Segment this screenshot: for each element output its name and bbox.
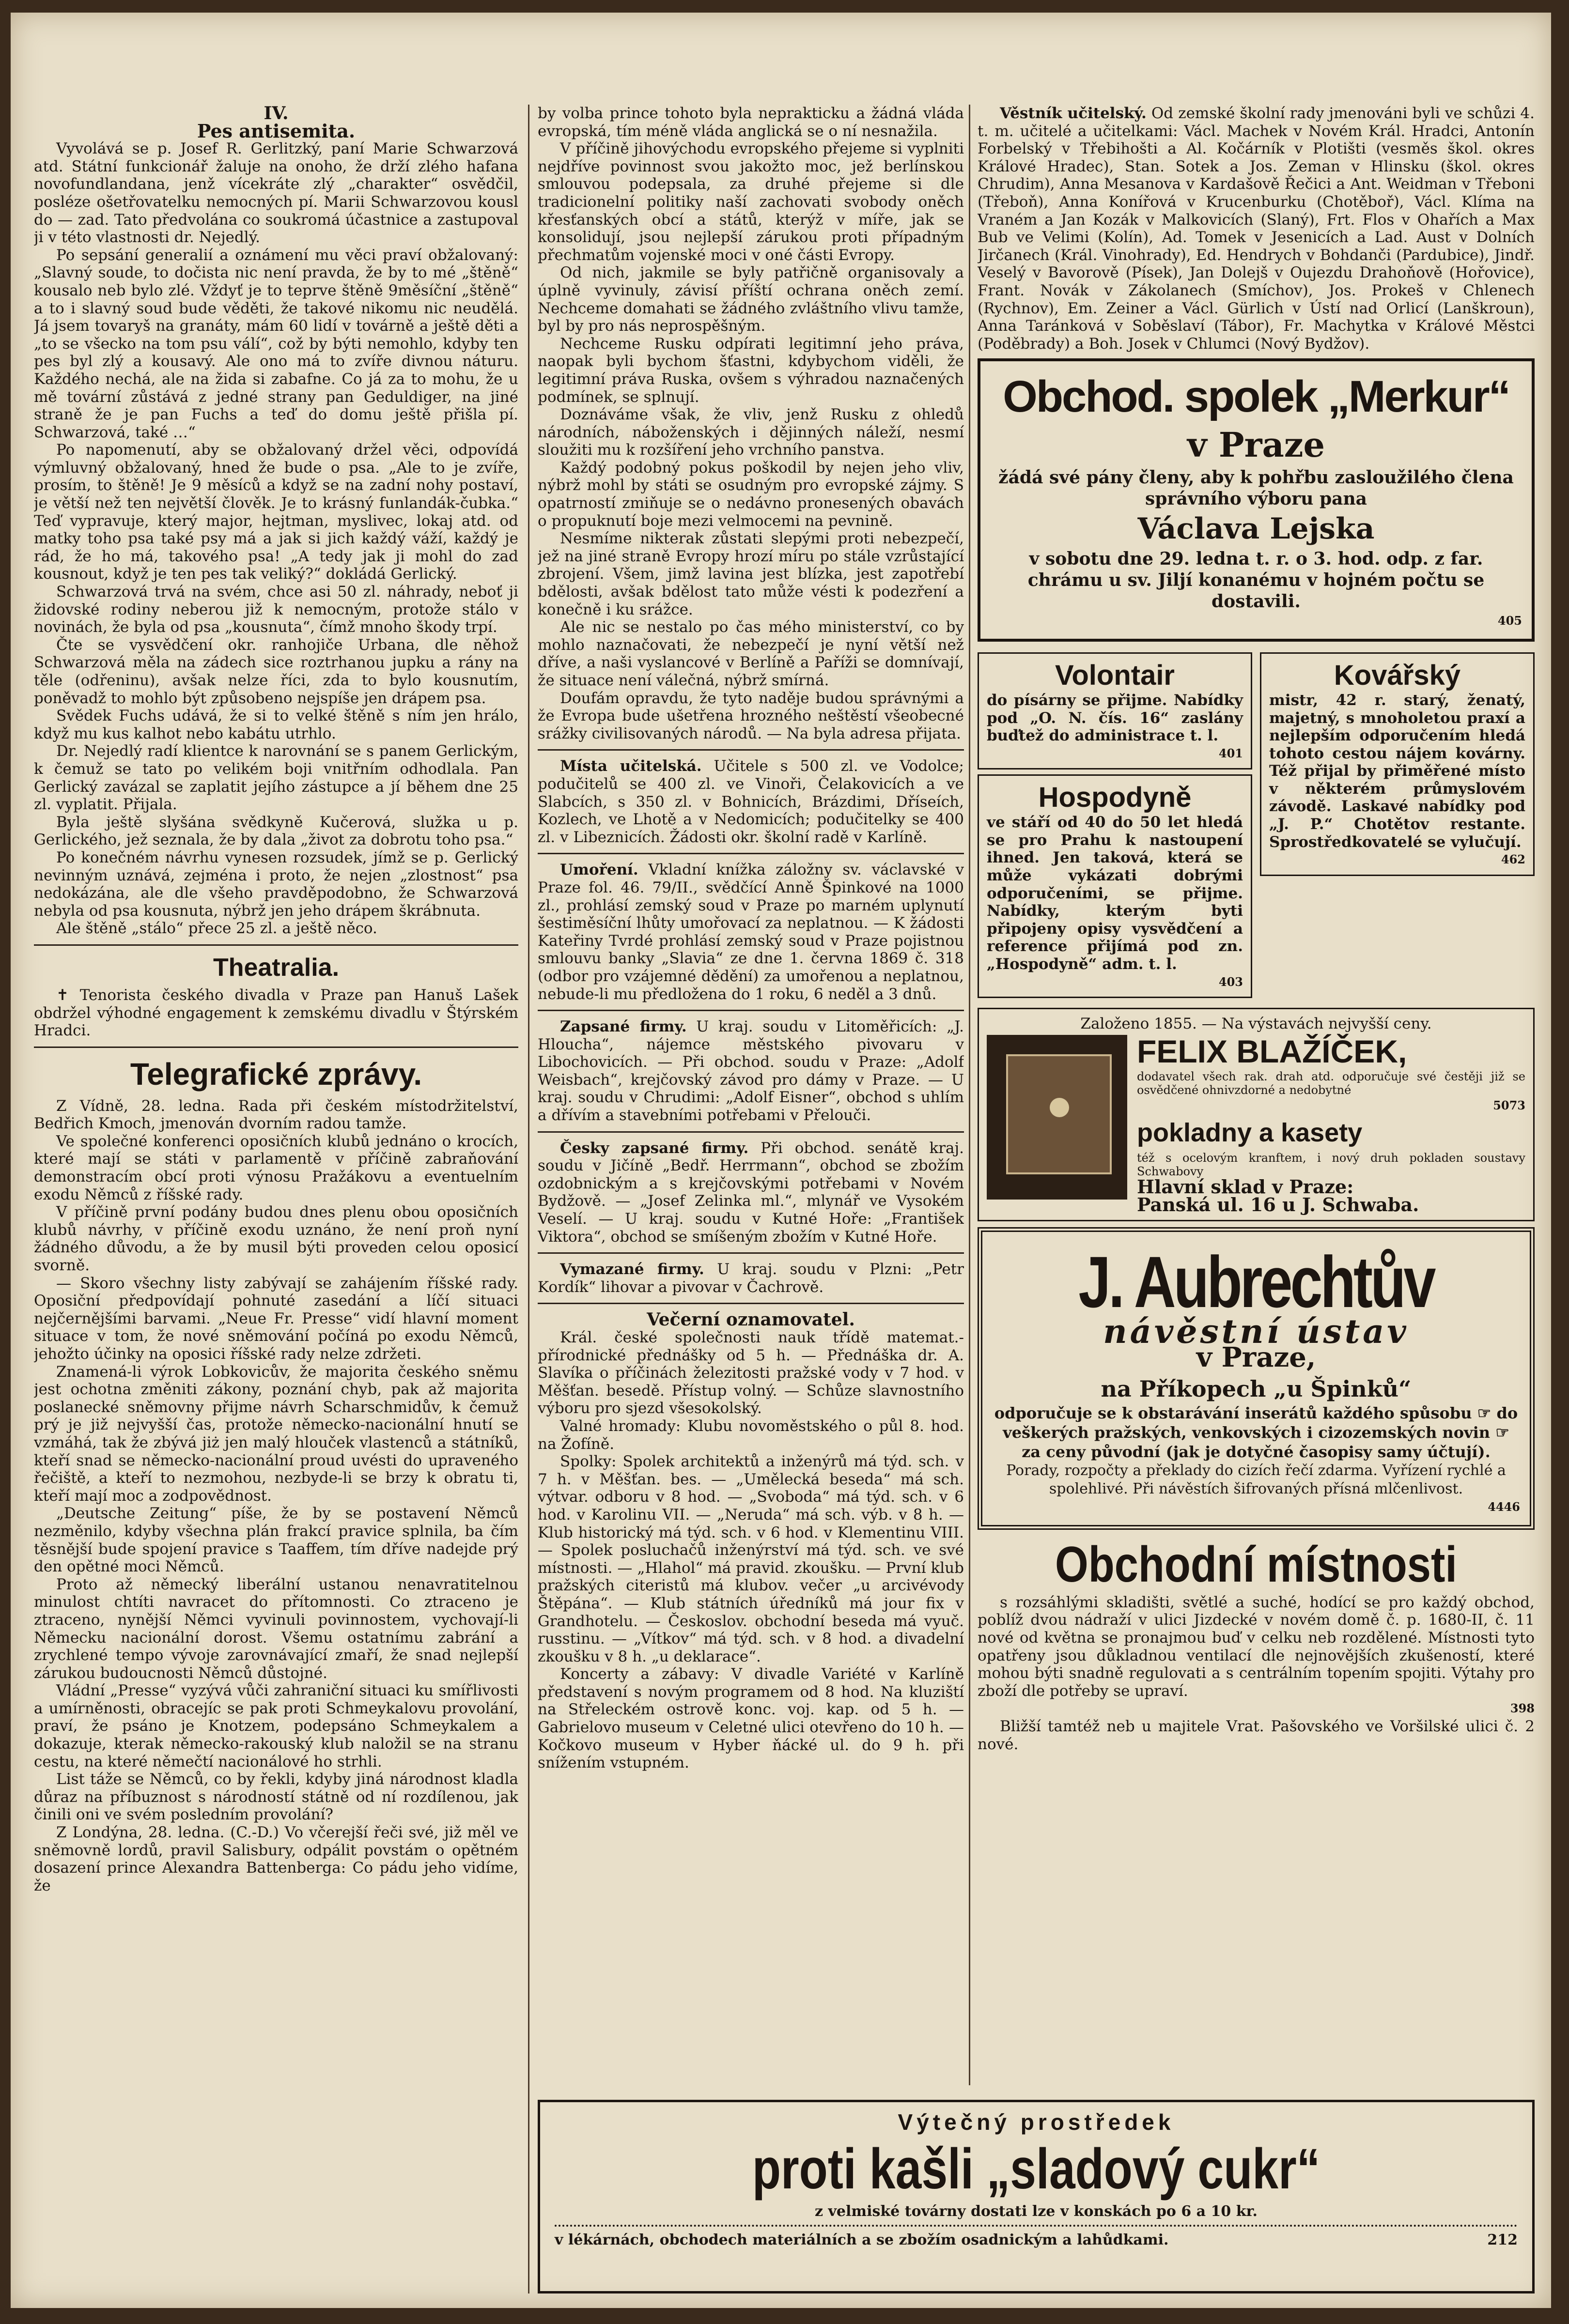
notice-heading: Česky zapsané firmy. bbox=[560, 1139, 749, 1157]
column-rule bbox=[969, 105, 970, 2085]
theatre-text: ✝ Tenorista českého divadla v Praze pan Hanuš Lašek obdržel výhodné engagement k zemskému divadlu v Štýrském Hradci. bbox=[34, 986, 518, 1040]
divider bbox=[34, 1047, 518, 1048]
telegraph-paragraph: Z Vídně, 28. ledna. Rada při českém místodržitelství, Bedřich Kmoch, jmenován dvorním radou tamže. bbox=[34, 1097, 518, 1133]
telegraph-paragraph: — Skoro všechny listy zabývají se zahájením říšské rady. Oposiční předpovídají pohnuté zasedání a líčí situaci nejčernějšími barvami. „Neue Fr. Presse“ vidí hlavní moment situace v tom, že nové sněmování počíná po exodu Němců, jehožto účinky na oposici říšské rady nelze zdržeti. bbox=[34, 1274, 518, 1363]
article-paragraph: Doznáváme však, že vliv, jenž Rusku z ohledů národních, náboženských i dějinných náleží, nesmí sloužiti mu k rozšíření jeho vrchního panstva. bbox=[538, 406, 964, 459]
article-paragraph: Po konečném návrhu vynesen rozsudek, jímž se p. Gerlický nevinným uznává, zejména i proto, že nejen „zlostnost“ psa nedokázána, ale dle všeho pravděpodobno, že Schwarzová nebyla od psa kousnuta, nýbrž jen jeho drápem škrábnuta. bbox=[34, 848, 518, 920]
notice-text: Od zemské školní rady jmenováni byli ve schůzi 4. t. m. učitelé a učitelkami: Václ. Machek v Novém Král. Hradci, Antonín Forbelský v Třebihošti a Al. Kočárník v Plotišti (vesměs škol. okres Králové Hradec), Stan. Sotek a Jos. Zeman v Hlinsku (škol. okres Chrudim), Anna Mesanova v Kardašově Řečici a Ant. Weidman v Třeboni (Třeboň), Anna Konířová v Krucenburku (Chotěboř), Václ. Klíma na Vraném a Jan Kozák v Malkovicích (Slaný), Frt. Flos v Ohařích a Max Bub ve Velimi (Kolín), Ad. Tomek v Jesenicích a Lad. Aust v Dolních Jirčanech (Král. Vinohrady), Ed. Hendrych v Bohdanči (Pardubice), Jindř. Veselý v Bavorově (Písek), Jan Dolejš v Oujezdu Drahoňově (Hořovice), Frant. Novák v Zákolanech (Smíchov), Jos. Prokeš v Chlenech (Rychnov), Em. Zeiner a Václ. Gürlich v Ústí nad Orlicí (Lanškroun), Anna Taránková v Soběslaví (Tábor), Fr. Machytka v Králové Městci (Poděbrady) a Boh. Josek v Chlumci (Nový Bydžov). bbox=[978, 105, 1535, 353]
volontair-ad bbox=[978, 652, 1252, 770]
column-3 bbox=[978, 105, 1535, 2085]
telegraph-paragraph: Z Londýna, 28. ledna. (C.-D.) Vo včerejší řeči své, již měl ve sněmovně lordů, pravil Salisbury, odpálit povstám o opětném dosazení prince Alexandra Battenberga: Co pádu jeho vidíme, že bbox=[34, 1824, 518, 1894]
article-paragraph: Každý podobný pokus poškodil by nejen jeho vliv, nýbrž mohl by státi se osudným pro evropské zájmy. S opatrností zmiňuje se o nedávno pronesených obavách o propuknutí boje mezi velmocemi na pevnině. bbox=[538, 459, 964, 530]
article-paragraph: Dr. Nejedlý radí klientce k narovnání se s panem Gerlickým, k čemuž se tato po velikém boji vnitřním odhodlala. Pan Gerlický zavázal se zaplatit jejího zástupce a jí během dne 25 zl. vyplatit. Přijala. bbox=[34, 742, 518, 814]
article-paragraph: Od nich, jakmile se byly patřičně organisovaly a úplně vyvinuly, závisí příští ochrana oněch zemí. Nechceme domahati se žádného zvláštního vlivu tamže, byl by pro nás neprospěšným. bbox=[538, 264, 964, 335]
felix-line2: též s ocelovým kranftem, i nový druh pokladen soustavy Schwabovy bbox=[1137, 1151, 1525, 1179]
notice-text: Při obchod. senátě kraj. soudu v Jičíně „Bedř. Herrmann“, obchod se zbožím ozdobnickým a s krejčovskými potřebami v Novém Bydžově. — „Josef Zelinka ml.“, mlynář ve Vysokém Veselí. — U kraj. soudu v Kutné Hoře: „František Viktora“, obchod se smíšeným zbožím v Kutné Hoře. bbox=[538, 1139, 964, 1246]
article-paragraph: Čte se vysvědčení okr. ranhojiče Urbana, dle něhož Schwarzová měla na zádech sice roztrhanou jupku a rány na těle (odřeninu), avšak nelze říci, zda to bylo kousnutím, poněvadž to mohlo být způsobeno nejspíše jen drápem psa. bbox=[34, 636, 518, 707]
ad-number: 403 bbox=[1218, 974, 1243, 989]
theatre-title: Theatralia. bbox=[213, 953, 340, 982]
kovarsky-ad bbox=[1260, 652, 1535, 876]
article-paragraph: Doufám opravdu, že tyto naděje budou správnými a že Evropa bude ušetřena hrozného neštěstí všeobecné srážky civilisovaných národů. — Na byla adresa přijata. bbox=[538, 689, 964, 742]
divider bbox=[538, 853, 964, 854]
hospodyne-text: ve stáří od 40 do 50 let hledá se pro Prahu k nastoupení ihned. Jen taková, která se může vykázati dobrými odporučeními, se přijme. Nabídky, kterým byti připojeny opisy vysvědčení a reference přijímá pod zn. „Hospodyně“ adm. t. l. bbox=[987, 814, 1243, 973]
merkur-text: žádá své pány členy, aby k pohřbu zasloužilého člena správního výboru pana bbox=[998, 467, 1514, 509]
article-paragraph: Po napomenutí, aby se obžalovaný držel věci, odpovídá výmluvný obžalovaný, hned že bude o psa. „Ale to je zvíře, prosím, to štěně! Je 9 měsíců a když se na zadní nohy postaví, je větší než ten největší člověk. Je to krásný funlandák-čubka.“ Teď vypravuje, který major, hejtman, myslivec, lokaj atd. od matky toho psa také psy má a jak si jich každý váží, každý je rád, že ho má, takového psa! „A tedy jak ji mohl do zad kousnout, když je ten pes tak veliký?“ dokládá Gerlický. bbox=[34, 441, 518, 583]
notice-text: Vkladní knížka záložny sv. václavské v Praze fol. 46. 79/II., svědčící Anně Špinkové na 1000 zl., prohlásí zemský soud v Praze po marném uplynutí šestiměsíční lhůty umořovací za neplatnou. — K žádosti Kateřiny Tvrdé prohlásí zemský soud v Praze pojistnou smlouvu banky „Slavia“ ze dne 1. června 1869 č. 318 (odbor pro vzájemné dědění) za umořenou a neplatnou, nebude-li mu předložena do 1 roku, 6 neděl a 3 dnů. bbox=[538, 861, 964, 1003]
felix-product: pokladny a kasety bbox=[1137, 1118, 1363, 1148]
newspaper-page bbox=[11, 13, 1551, 2308]
notice-heading: Zapsané firmy. bbox=[560, 1018, 687, 1036]
notice-text: Učitele s 500 zl. ve Vodolce; podučitelů se 400 zl. ve Vinoři, Čelakovicích a ve Slabcích, s 350 zl. v Bohnicích, Brázdimi, Dříseích, Kozlech, ve Lhotě a v Nedomicích; podučitelky se 400 zl. v Libeznicích. Žádosti okr. školní radě v Karlíně. bbox=[538, 757, 964, 846]
notice-text: U kraj. soudu v Plzni: „Petr Kordík“ lihovar a pivovar v Čachrově. bbox=[538, 1261, 964, 1296]
telegraph-paragraph: „Deutsche Zeitung“ píše, že by se postavení Němců nezměnilo, kdyby všechna plán frakcí pravice splnila, ba čím těsnější bude spojení pravice s Taaffem, tím dříve nadejde prý den opětné moci Němců. bbox=[34, 1505, 518, 1576]
article-title: Pes antisemita. bbox=[197, 120, 356, 142]
volontair-text: do písárny se přijme. Nabídky pod „O. N. čís. 16“ zaslány buďtež do administrace t. l. bbox=[987, 691, 1243, 745]
evening-title: Večerní oznamovatel. bbox=[647, 1309, 855, 1330]
divider bbox=[538, 1010, 964, 1011]
hospodyne-ad bbox=[978, 774, 1252, 998]
aubrecht-text: odporučuje se k obstarávání inserátů každého spůsobu ☞ do veškerých pražských, venkovských i cizozemských novin ☞ za ceny původní (jak je dotyčné časopisy samy účtují). bbox=[994, 1404, 1518, 1462]
section-number: IV. bbox=[264, 105, 289, 123]
telegraph-paragraph: V příčině první podány budou dnes plenu obou oposičních klubů návrhy, v příčině exodu uznáno, že není proň nyní žádného důvodu, a že by musil býti proveden celou oposicí svorně. bbox=[34, 1203, 518, 1275]
bottom-ad-footer bbox=[555, 2232, 1518, 2248]
divider bbox=[34, 944, 518, 946]
bottom-ad-title: proti kašli „sladový cukr“ bbox=[752, 2137, 1320, 2201]
evening-paragraph: Koncerty a zábavy: V divadle Variété v Karlíně představení s novým programem od 8 hod. Na kluziští na Střeleckém ostrově konc. voj. kap. od 5 h. — Gabrielovo museum v Celetné ulici otevřeno do 10 h. — Kočkovo museum v Hyber ňácké ul. do 9 h. při snížením vstupném. bbox=[538, 1665, 964, 1772]
article-paragraph: Ale nic se nestalo po čas mého ministerství, co by mohlo naznačovati, že nebezpečí je nyní větší než dříve, a naši vyslancové v Berlíně a Paříži se domnívají, že situace není válečná, nýbrž smírná. bbox=[538, 618, 964, 689]
telegraph-paragraph: Vládní „Presse“ vyzývá vůči zahraniční situaci ku smířlivosti a umírněnosti, obracejíc se pak proti Schmeykalovu provolání, praví, že psáno je Knotzem, podepsáno Schmeykalem a dokazuje, kterak německo-rakouský klub naložil se na stranu cestu, na které němečtí nacionálové ho strhli. bbox=[34, 1682, 518, 1770]
small-ads-row bbox=[978, 647, 1535, 1003]
merkur-name: Václava Lejska bbox=[1137, 512, 1375, 546]
notice-text: U kraj. soudu v Litoměřicích: „J. Hloucha“, nájemce městského pivovaru v Libochovicích. — Při obchod. soudu v Praze: „Adolf Weisbach“, krejčovský závod pro dámy v Praze. — U kraj. soudu v Chrudimi: „Adolf Eisner“, obchod s uhlím a dřívím a stavebními potřebami v Přelouči. bbox=[538, 1018, 964, 1124]
column-2 bbox=[538, 105, 964, 2090]
column-1 bbox=[34, 105, 518, 2293]
hospodyne-title: Hospodyně bbox=[1038, 782, 1192, 814]
bottom-ad-line3: v lékárnách, obchodech materiálních a se zbožím osadnickým a lahůdkami. bbox=[555, 2232, 1169, 2248]
bottom-ad-line2: z velmiské továrny dostati lze v konskách po 6 a 10 kr. bbox=[814, 2203, 1258, 2220]
telegraph-paragraph: Proto až německý liberální ustanou nenavratitelnou minulost chtíti navracet do přítomnosti. Co ztraceno je ztraceno, nynější Němci vyvinuli povinnostem, vychovají-li Německu nacionální dorost. Všemu ostatnímu zabrání a zrychlené tempo vývoje zarovnávající zmaří, že snad nejlepší zárukou budoucnosti Němců důstojné. bbox=[34, 1575, 518, 1682]
aubrecht-city: v Praze, bbox=[1196, 1341, 1316, 1374]
evening-paragraph: Spolky: Spolek architektů a inženýrů má týd. sch. v 7 h. v Měšťan. bes. — „Umělecká beseda“ má sch. výtvar. odboru v 8 hod. — „Svoboda“ má týd. sch. v 6 hod. v Karolinu VII. — „Neruda“ má sch. výb. v 8 h. — Klub historický má týd. sch. v 6 hod. v Klementinu VIII. — Spolek posluchačů inženýrství má týd. sch. ve své místnosti. — „Hlahol“ má pravid. zkoušku. — První klub pražských citeristů má klubov. večer „u arcivévody Štěpána“. — Klub státních úředníků má jour fix v Grandhotelu. — Českoslov. obchodní beseda má vyuč. russtinu. — „Vítkov“ má týd. sch. v 8 hod. a divadelní zkoušku v 8 h. „u deklarace“. bbox=[538, 1453, 964, 1665]
safe-knob bbox=[1050, 1098, 1069, 1117]
notice-heading: Umoření. bbox=[560, 861, 638, 879]
article-paragraph: V příčině jihovýchodu evropského přejeme si vyplniti nejdříve povinnost svou jakožto moc, jež berlínskou smlouvou podepsala, za druhé přejeme si dle tradicionelní politiky naší zachovati svobody oněch křesťanských obcí a států, kterýž v míře, jak se konsolidují, jsou nejlepší zárukou proti případným přechmatům vojenské moci v oné části Evropy. bbox=[538, 140, 964, 264]
bottom-ad bbox=[538, 2100, 1535, 2293]
dotted-divider bbox=[555, 2225, 1518, 2227]
felix-ad bbox=[978, 1008, 1535, 1221]
aubrecht-ad bbox=[978, 1227, 1535, 1530]
article-paragraph: by volba prince tohoto byla neprakticku a žádná vláda evropská, tím méně vláda anglická se o ní nesnažila. bbox=[538, 105, 964, 140]
merkur-city: v Praze bbox=[1187, 425, 1325, 465]
obchodni-title: Obchodní místnosti bbox=[1055, 1536, 1457, 1593]
telegraph-title: Telegrafické zprávy. bbox=[130, 1056, 422, 1092]
merkur-title: Obchod. spolek „Merkur“ bbox=[1003, 372, 1509, 422]
article-paragraph: Svědek Fuchs udává, že si to velké štěně s ním jen hrálo, když mu kus kalhot nebo kabátu utrhlo. bbox=[34, 707, 518, 742]
felix-line1: dodavatel všech rak. drah atd. odporučuje své čestěji již se osvědčené ohnivzdorné a nedobytné bbox=[1137, 1069, 1525, 1097]
aubrecht-title: J. Aubrechtův bbox=[1078, 1241, 1434, 1323]
article-paragraph: Vyvolává se p. Josef R. Gerlitzký, paní Marie Schwarzová atd. Státní funkcionář žaluje na onoho, že drží zlého hafana novofundlandana, jenž vícekráte zlý „charakter“ osvědčil, posléze ošetřovatelku nemocných pí. Marii Schwarzovou kousl do — zad. Tato předvolána co soukromá účastnice a zastupoval ji v této vlastnosti dr. Nejedlý. bbox=[34, 140, 518, 246]
evening-paragraph: Král. české společnosti nauk třídě matemat.-přírodnické přednášky od 5 h. — Přednáška dr. A. Slavíka o příčinách železitosti pražské vody v 7 hod. v Měšťan. besedě. Přístup volný. — Schůze slavnostního výboru pro sjezd všesokolský. bbox=[538, 1329, 964, 1417]
ad-number: 398 bbox=[1510, 1701, 1535, 1716]
telegraph-paragraph: Ve společné konferenci oposičních klubů jednáno o krocích, které mají se státi v parlamentě v příčině zabraňování demonstracím obcí proti výnosu Pražákovu a eventuelním exodu Němců z říšské rady. bbox=[34, 1132, 518, 1203]
ad-number: 4446 bbox=[1488, 1500, 1520, 1514]
telegraph-paragraph: Znamená-li výrok Lobkovicův, že majorita českého sněmu jest ochotna změniti zákony, poznání chyb, pak až majorita poslanecké sněmovny přijme návrh Scharschmidův, k čemuž prý je již nejvyšší čas, protože německo-nacionální hnutí se vzmáhá, tak že zbývá jiż jen malý hlouček vlastenců a státníků, kteří snad se německo-nacionální proud uvésti do upraveného řečiště, a kteří to nezmohou, nezbyde-li se brzy k obratu ti, kteří mají moc a zodpovědnost. bbox=[34, 1363, 518, 1505]
aubrecht-ustav: návěstní ústav bbox=[1103, 1312, 1409, 1351]
aubrecht-text-2: Porady, rozpočty a překlady do cizích řečí zdarma. Vyřízení rychlé a spolehlivé. Při návěstích šifrovaných přísná mlčenlivost. bbox=[1006, 1462, 1506, 1498]
ad-number: 212 bbox=[1487, 2232, 1518, 2248]
ad-number: 5073 bbox=[1493, 1098, 1525, 1112]
ad-number: 462 bbox=[1501, 852, 1525, 867]
notice-heading: Místa učitelská. bbox=[560, 757, 702, 775]
bottom-ad-line1: Výtečný prostředek bbox=[898, 2109, 1175, 2135]
aubrecht-address: na Příkopech „u Špinků“ bbox=[1101, 1376, 1412, 1402]
divider bbox=[538, 1252, 964, 1254]
felix-address: Panská ul. 16 u J. Schwaba. bbox=[1137, 1194, 1419, 1216]
article-paragraph: Ale štěně „stálo“ přece 25 zl. a ještě něco. bbox=[56, 920, 377, 938]
ad-number: 405 bbox=[1497, 614, 1522, 628]
notice-heading: Věstník učitelský. bbox=[1000, 105, 1147, 122]
divider bbox=[538, 749, 964, 751]
article-paragraph: Schwarzová trvá na svém, chce asi 50 zl. náhrady, neboť ji židovské rodiny neberou již k nemocným, protože stálo v novinách, že byla od psa „kousnuta“, čímž mnoho škody trpí. bbox=[34, 583, 518, 636]
safe-illustration bbox=[987, 1035, 1127, 1200]
felix-name: FELIX BLAŽÍČEK, bbox=[1137, 1033, 1407, 1069]
divider bbox=[538, 1131, 964, 1133]
article-paragraph: Nesmíme nikterak zůstati slepými proti nebezpečí, jež na jiné straně Evropy hrozí míru po stále vzrůstající zbrojení. Všem, jimž lavina jest blízka, jest zapotřebí bdělosti, avšak bdělost tato může vésti k podezření a konečně i ku srážce. bbox=[538, 530, 964, 618]
article-paragraph: Nechceme Rusku odpírati legitimní jeho práva, naopak byli bychom šťastni, kdybychom viděli, že legitimní práva Ruska, ovšem s výhradou naznačených podmínek, se splnují. bbox=[538, 335, 964, 406]
felix-store: Hlavní sklad v Praze: bbox=[1137, 1176, 1354, 1198]
column-rule bbox=[528, 105, 529, 2293]
ad-number: 401 bbox=[1218, 746, 1243, 760]
article-paragraph: Po sepsání generalií a oznámení mu věci praví obžalovaný: „Slavný soude, to dočista nic není pravda, že by to mé „štěně“ kousalo neb bylo zlé. Vždyť je to teprve štěně 9měsíční „štěně“ a to i slavný soud bude věděti, že takové nikomu nic neudělá. Já jsem tovaryš na granáty, mám 60 lidí v továrně a ještě děti a „to se všecko na tom psu válí“, což by býti nemohlo, kdyby ten pes byl zlý a kousavý. Ale ono má to zvíře divnou náturu. Každého nechá, ale na žida si zabafne. Co já za to mohu, že u mě tovární zůstává z jedné strany pan Geduldiger, na jiné straně že je pan Fuchs a teď do domu ještě přišla pí. Schwarzová, také …“ bbox=[34, 246, 518, 441]
obchodni-text: s rozsáhlými skladišti, světlé a suché, hodící se pro každý obchod, poblíž dvou nádraží v ulici Jizdecké v novém domě č. p. 1680-II, č. 11 nové od května se pronajmou buď v celku neb rozdělené. Místnosti tyto opatřeny jsou důkladnou ventilací dle nejnovějších zkušeností, které mohou býti snadně regulovati a s centrálním topením spojiti. Výtahy pro zboží dle potřeby se upraví. bbox=[978, 1593, 1535, 1700]
telegraph-paragraph: List táže se Němců, co by řekli, kdyby jiná národnost kladla důraz na příbuznost s národností státně od ní rozdílenou, jak činili oni ve svém posledním provolání? bbox=[34, 1770, 518, 1824]
notice-heading: Vymazané firmy. bbox=[560, 1261, 704, 1278]
article-paragraph: Byla ještě slyšána svědkyně Kučerová, služka u p. Gerlického, jež seznala, že by dala „život za dobrotu toho psa.“ bbox=[34, 813, 518, 849]
felix-founded: Založeno 1855. — Na výstavách nejvyšší ceny. bbox=[1080, 1015, 1432, 1033]
evening-paragraph: Valné hromady: Klubu novoměstského o půl 8. hod. na Žofíně. bbox=[538, 1417, 964, 1453]
obchodni-text-2: Bližší tamtéž neb u majitele Vrat. Pašovského ve Voršilské ulici č. 2 nové. bbox=[978, 1717, 1535, 1753]
kovarsky-text: mistr, 42 r. starý, ženatý, majetný, s mnoholetou praxí a nejlepším odporučením hledá tohoto cestou nájem kovárny. Též přijal by přiměřené místo v některém průmyslovém závodě. Laskavé nabídky pod „J. P.“ Chotětov restante. Sprostředkovatelé se vylučují. bbox=[1269, 691, 1525, 851]
divider bbox=[538, 1303, 964, 1304]
merkur-ad bbox=[978, 358, 1535, 642]
volontair-title: Volontair bbox=[1055, 659, 1175, 691]
merkur-text-2: v sobotu dne 29. ledna t. r. o 3. hod. odp. z far. chrámu u sv. Jiljí konanému v hojném počtu se dostavili. bbox=[1027, 549, 1485, 612]
kovarsky-title: Kovářský bbox=[1334, 659, 1461, 691]
